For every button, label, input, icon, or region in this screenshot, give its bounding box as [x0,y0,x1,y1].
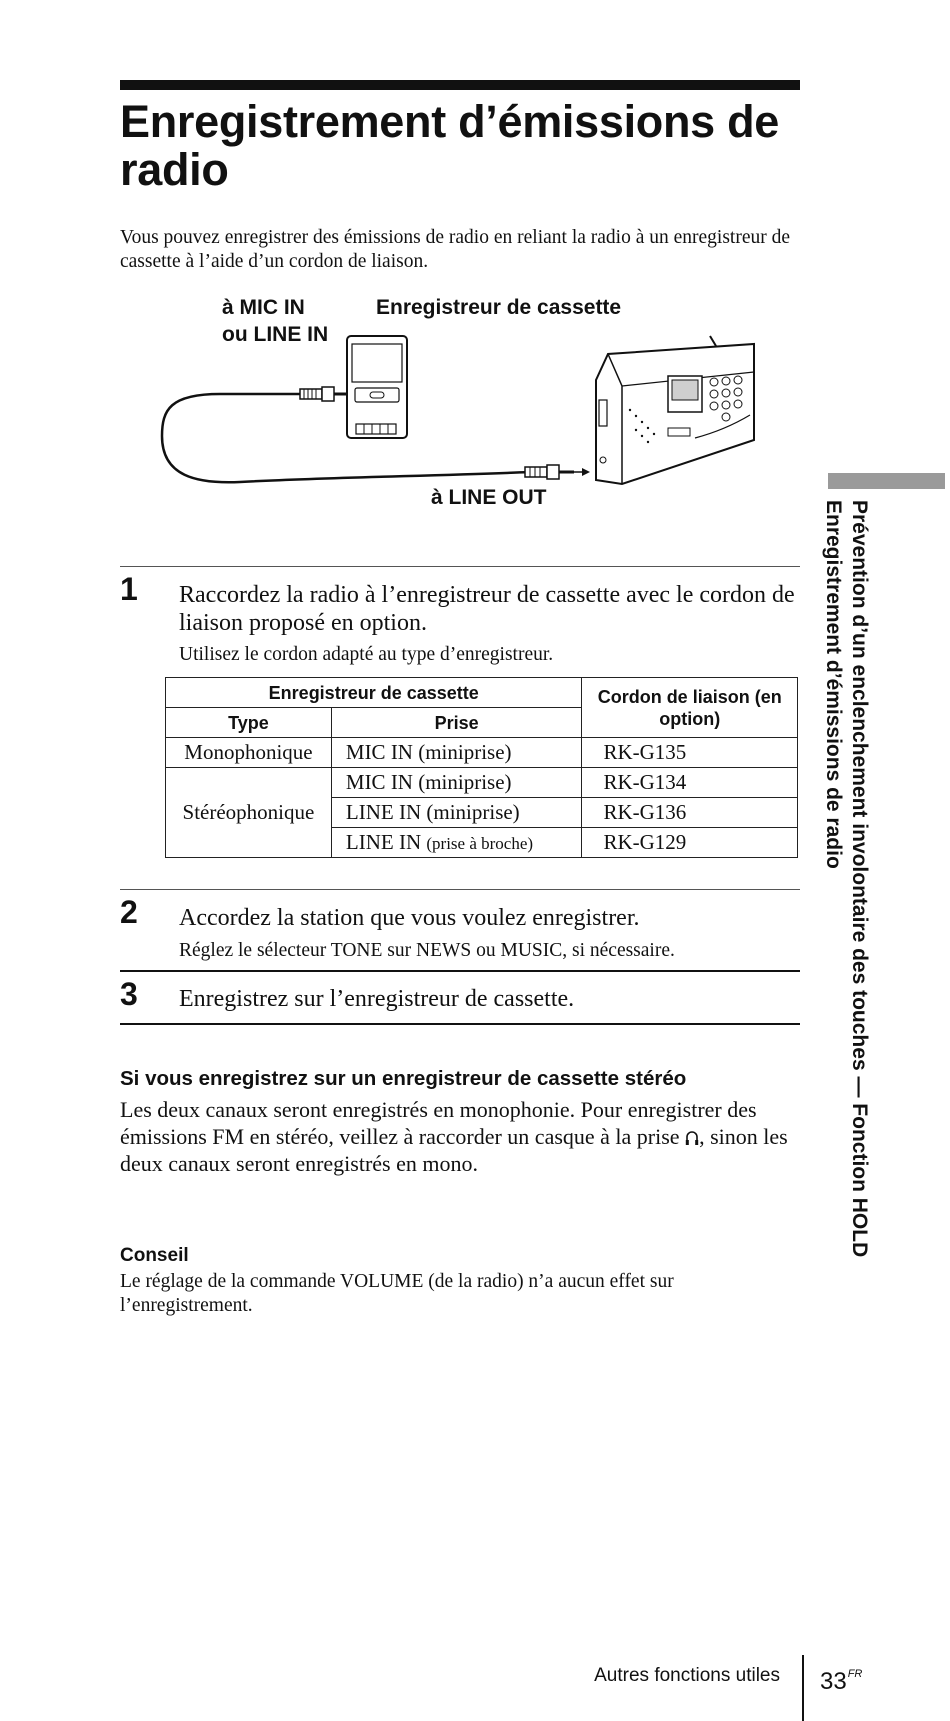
cord-cell: RK-G134 [582,768,798,798]
prise-cell: MIC IN (miniprise) [331,768,582,798]
step-1-divider [120,566,800,567]
cord-cell: RK-G135 [582,738,798,768]
headphones-icon [685,1128,699,1146]
page-title: Enregistrement d’émissions de radio [120,96,780,195]
page-lang: FR [847,1668,863,1680]
mic-plug-icon [300,387,346,401]
page-number [820,1660,862,1696]
tip-paragraph: Le réglage de la commande VOLUME (de la radio) n’a aucun effet sur l’enregistrement. [120,1271,674,1316]
step-2-text: Accordez la station que vous voulez enregistrer. [179,905,640,931]
radio-icon [596,336,754,484]
prise-main: LINE IN [345,830,422,854]
label-recorder: Enregistreur de cassette [376,296,622,319]
side-running-header [820,500,872,1257]
cassette-recorder-icon [347,336,407,438]
stereo-text-before: Les deux canaux seront enregistrés en monophonie. Pour enregistrer des émissions FM en stéréo, veillez à raccorder un casque à la prise [120,1097,757,1149]
footer-divider [802,1655,804,1721]
cord-table [165,677,798,858]
side-section-title: Enregistrement d’émissions de radio [822,500,845,869]
step-3-number: 3 [120,976,138,1012]
steps-bottom-rule [120,1023,800,1025]
table-row [166,768,798,798]
side-tab-marker [828,473,945,489]
label-line-out: à LINE OUT [431,486,547,509]
prise-cell [331,828,582,858]
intro-paragraph: Vous pouvez enregistrer des émissions de radio en reliant la radio à un enregistreur de cassette à l’aide d’un cordon de liaison. [120,227,791,272]
connection-diagram [150,290,770,530]
step-1-text: Raccordez la radio à l’enregistreur de cassette avec le cordon de liaison proposé en option. [179,582,795,636]
header-cord: Cordon de liaison (en option) [582,678,798,738]
tip-heading: Conseil [120,1245,189,1266]
step-2-number: 2 [120,894,138,930]
step-1-number: 1 [120,571,138,607]
type-cell: Monophonique [166,738,332,768]
type-cell: Stéréophonique [166,768,332,858]
cord-cell: RK-G129 [582,828,798,858]
prise-detail: (prise à broche) [426,834,534,853]
top-rule [120,80,800,90]
step-3-text: Enregistrez sur l’enregistreur de cassette. [179,986,575,1012]
step-3-divider [120,970,800,972]
stereo-text-after: , sinon les deux canaux seront enregistrés en mono. [120,1124,788,1176]
cord-cell: RK-G136 [582,798,798,828]
line-out-plug-icon [525,465,590,479]
header-prise: Prise [331,708,582,738]
connection-illustration [150,290,770,530]
stereo-paragraph [120,1096,800,1177]
step-2-note: Réglez le sélecteur TONE sur NEWS ou MUSIC, si nécessaire. [179,940,675,961]
label-line-in: ou LINE IN [222,323,329,346]
table-row [166,738,798,768]
page-number-value: 33 [820,1668,847,1695]
label-mic-in: à MIC IN [222,296,305,319]
prise-cell: MIC IN (miniprise) [331,738,582,768]
step-1-note: Utilisez le cordon adapté au type d’enregistreur. [179,644,554,665]
prise-cell: LINE IN (miniprise) [331,798,582,828]
step-2-divider [120,889,800,890]
header-type: Type [166,708,332,738]
stereo-heading: Si vous enregistrez sur un enregistreur de cassette stéréo [120,1067,687,1090]
header-recorder: Enregistreur de cassette [166,678,582,708]
side-chapter-title: Prévention d’un enclenchement involontaire des touches — Fonction HOLD [848,500,871,1258]
footer-section-name: Autres fonctions utiles [594,1665,780,1686]
